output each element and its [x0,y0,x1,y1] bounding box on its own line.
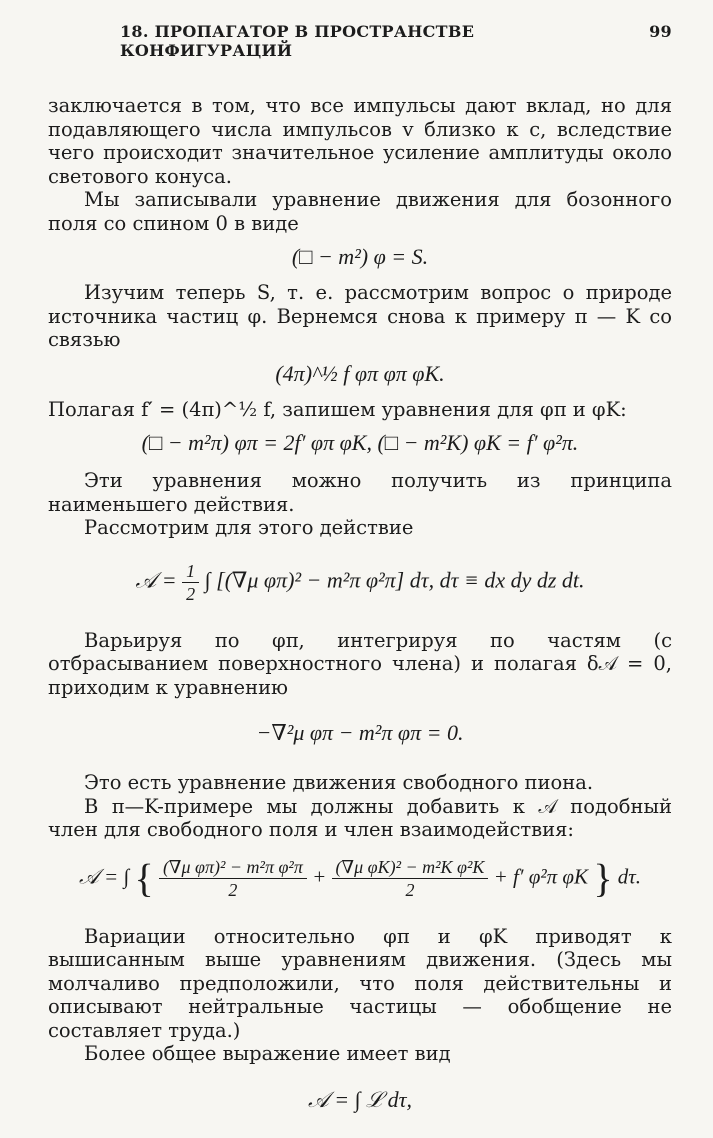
equation-klein-gordon: (□ − m²) φ = S. [291,244,429,269]
paragraph-2: Мы записывали уравнение движения для бозонного поля со спином 0 в виде [48,188,672,235]
full-action-lhs: 𝒜 = ∫ [78,863,130,888]
full-action-measure: dτ. [617,863,642,888]
paragraph-1: заключается в том, что все импульсы дают вклад, но для подавляющего числа импульсов v близко к c, вследствие чего происходит значительное усиление амплитуды около светового конуса. [48,94,672,188]
left-brace-icon: { [134,855,154,900]
plus-sign: + [312,863,327,888]
paragraph-6: Рассмотрим для этого действие [84,516,414,539]
equation-coupling: (4π)^½ f φπ φπ φK. [275,360,445,386]
pion-term-denominator: 2 [228,879,238,900]
paragraph-5: Эти уравнения можно получить из принципа наименьшего действия. [48,469,672,516]
running-header [48,22,672,60]
pion-term-numerator: (∇μ φπ)² − m²π φ²π [159,856,307,879]
interaction-term: + f′ φ²π φK [493,863,589,888]
equation-action [48,560,672,605]
equation-field-equations: (□ − m²π) φπ = 2f′ φπ φK, (□ − m²K) φK = f′ φ²π. [141,430,579,455]
paragraph-10: Вариации относительно φπ и φK приводят к вышисанным выше уравнениям движения. (Здесь мы молчаливо предположили, что поля действительны и описывают нейтральные частицы — обобщение не составляет труда.) [48,924,672,1042]
half-fraction [182,560,199,605]
fraction-denominator: 2 [186,583,196,604]
action-lhs: 𝒜 = [135,567,183,593]
chapter-title: 18. ПРОПАГАТОР В ПРОСТРАНСТВЕ КОНФИГУРАЦИЙ [120,22,475,60]
kaon-term-denominator: 2 [405,879,415,900]
paragraph-3: Изучим теперь S, т. е. рассмотрим вопрос о природе источника частиц φ. Вернемся снова к примеру π — K со связью [48,281,672,351]
equation-lagrangian: 𝒜 = ∫ ℒ dτ, [307,1086,413,1112]
paragraph-9: В π—K-примере мы должны добавить к 𝒜 подобный член для свободного поля и член взаимодействия: [48,794,672,841]
pion-term-fraction [159,856,307,901]
paragraph-8: Это есть уравнение движения свободного пиона. [84,771,594,794]
kaon-term-numerator: (∇μ φK)² − m²K φ²K [332,856,489,879]
paragraph-4: Полагая f′ = (4π)^½ f, запишем уравнения для φπ и φK: [48,397,627,421]
fraction-numerator: 1 [182,560,199,583]
right-brace-icon: } [593,855,613,900]
paragraph-11: Более общее выражение имеет вид [84,1042,451,1065]
book-page [48,22,672,1138]
action-integral: ∫ [(∇μ φπ)² − m²π φ²π] dτ, dτ ≡ dx dy dz dt. [204,567,585,593]
kaon-term-fraction [332,856,489,901]
page-number: 99 [649,22,672,41]
equation-pion: −∇²μ φπ − m²π φπ = 0. [256,720,464,745]
paragraph-7: Варьируя по φπ, интегрируя по частям (с отбрасыванием поверхностного члена) и полагая δ𝒜 = 0, приходим к уравнению [48,628,672,699]
equation-full-action [48,856,672,901]
